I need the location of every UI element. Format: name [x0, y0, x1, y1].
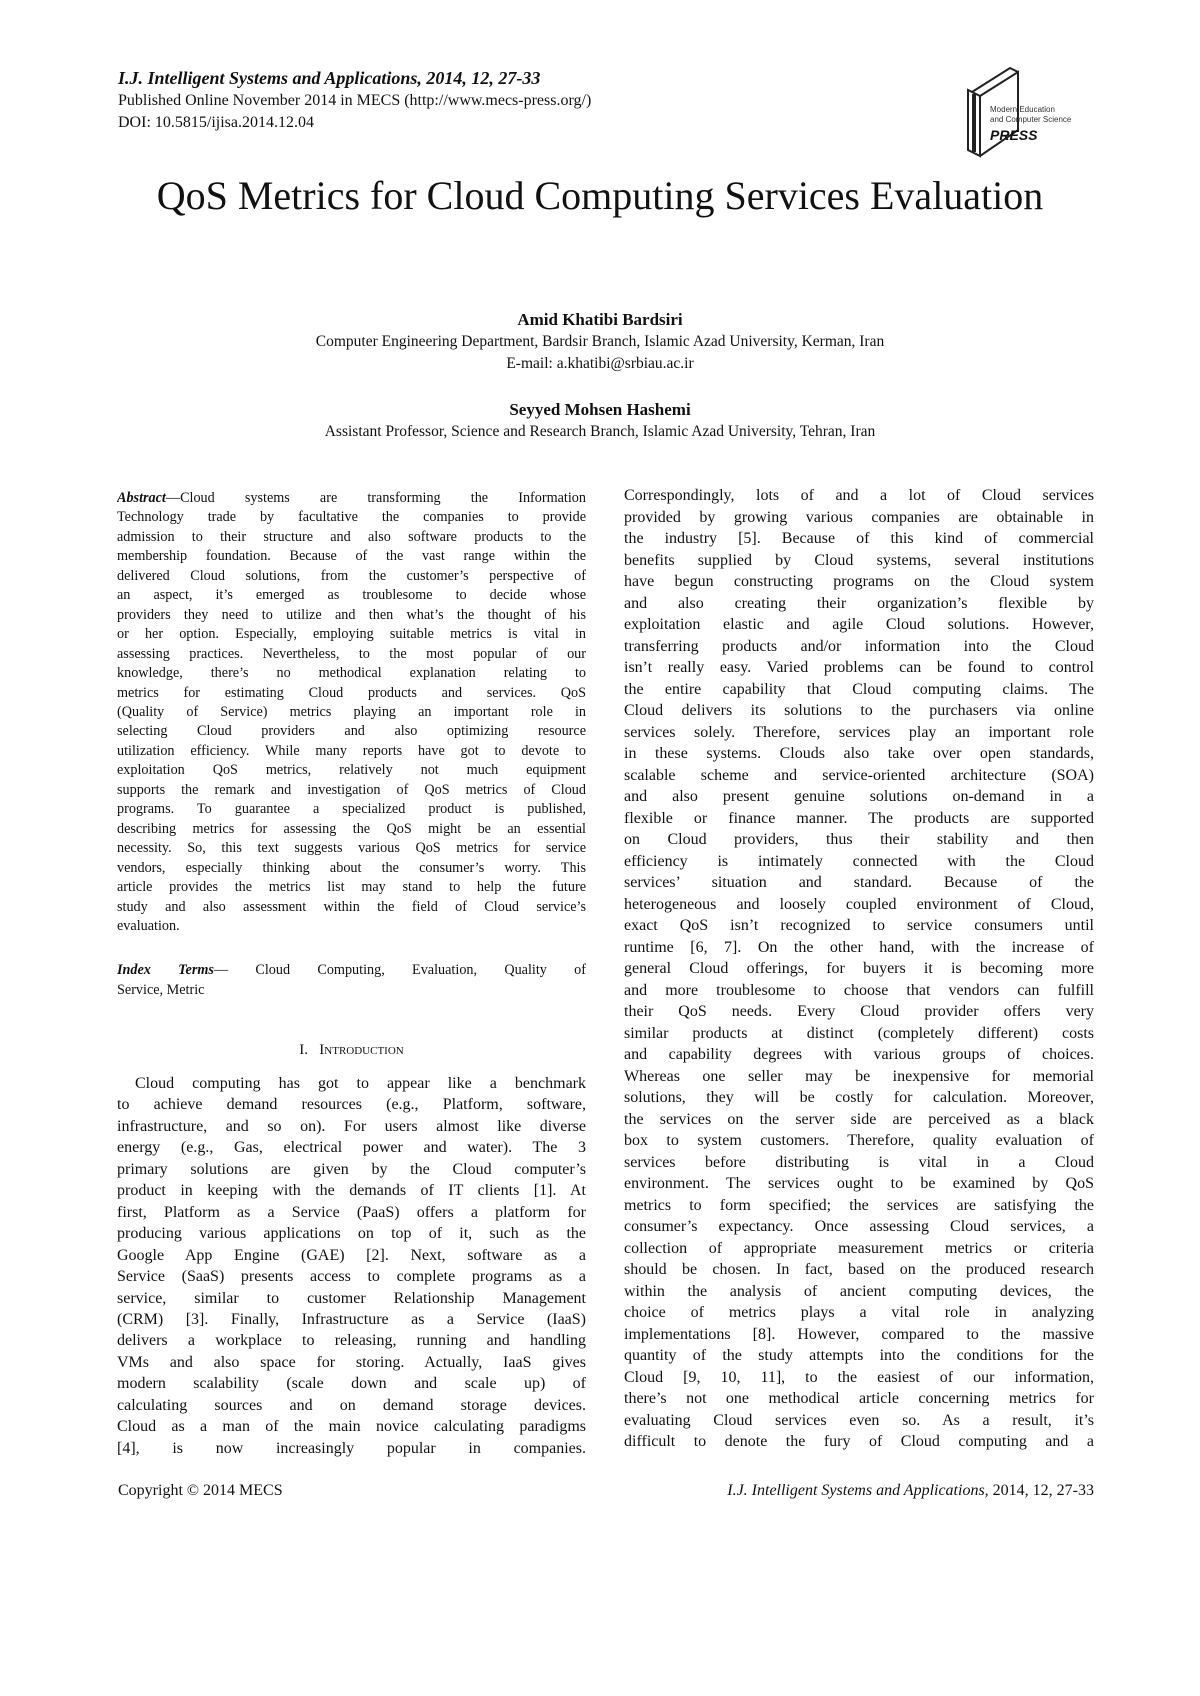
text-line: [117, 625, 586, 644]
text-line: [624, 1001, 1094, 1023]
svg-text:PRESS: PRESS: [990, 127, 1038, 143]
text-line: [624, 1066, 1094, 1088]
text-line: [117, 1180, 586, 1201]
line-text: solutions, they will be costly for calculation. Moreover,: [624, 1089, 1094, 1106]
text-line: [117, 1395, 586, 1416]
text-line: [624, 1281, 1094, 1303]
author-affiliation: Computer Engineering Department, Bardsir Branch, Islamic Azad University, Kerman, Iran: [315, 333, 885, 350]
line-text: Cloud computing has got to appear like a benchmark: [135, 1075, 586, 1092]
line-text: environment. The services ought to be examined by QoS: [624, 1175, 1094, 1192]
text-line: [117, 1352, 586, 1373]
text-line: [117, 839, 586, 858]
doi: DOI: 10.5815/ijisa.2014.12.04: [118, 114, 314, 131]
line-text: transferring products and/or information into the Cloud: [624, 637, 1094, 655]
line-text: Correspondingly, lots of and a lot of Cloud services: [624, 487, 1094, 504]
line-text: Google App Engine (GAE) [2]. Next, software as a: [117, 1246, 586, 1264]
line-text: Cloud as a man of the main novice calculating paradigms: [117, 1418, 586, 1436]
text-line: [117, 722, 586, 741]
line-text: Technology trade by facultative the companies to provide: [117, 509, 586, 526]
line-text: runtime [6, 7]. On the other hand, with the increase of: [624, 938, 1094, 956]
line-text: Whereas one seller may be inexpensive for memorial: [624, 1067, 1094, 1085]
line-text: first, Platform as a Service (PaaS) offers a platform for: [117, 1203, 586, 1221]
line-text: utilization efficiency. While many reports have got to devote to: [117, 742, 586, 759]
text-line: [624, 1195, 1094, 1217]
text-line: [117, 859, 586, 878]
line-text: knowledge, there’s no methodical explanation relating to: [117, 665, 586, 682]
text-line: [624, 894, 1094, 916]
text-line: [624, 722, 1094, 744]
text-line: [117, 1330, 586, 1351]
text-line: [624, 1173, 1094, 1195]
text-line: [624, 980, 1094, 1002]
text-line: [624, 1130, 1094, 1152]
svg-text:Modern Education: Modern Education: [990, 105, 1055, 114]
line-text: modern scalability (scale down and scale up) of: [117, 1375, 586, 1393]
text-line: [624, 571, 1094, 593]
line-text: VMs and also space for storing. Actually, IaaS gives: [117, 1353, 586, 1371]
text-line: [624, 1087, 1094, 1109]
text-line: [117, 981, 586, 1001]
line-text: calculating sources and on demand storage devices.: [117, 1396, 586, 1414]
text-line: [117, 1094, 586, 1115]
line-text: study and also assessment within the field of Cloud service’s: [117, 898, 586, 915]
line-text: assessing practices. Nevertheless, to the most popular of our: [117, 645, 586, 662]
text-line: [117, 1245, 586, 1266]
line-text: consumer’s expectancy. Once assessing Cloud services, a: [624, 1218, 1094, 1235]
line-text: exploitation QoS metrics, relatively not much equipment: [117, 762, 586, 779]
svg-text:and Computer Science: and Computer Science: [990, 115, 1072, 124]
footer-copyright: Copyright © 2014 MECS: [118, 1482, 283, 1499]
line-text: producing various applications on top of it, such as the: [117, 1225, 586, 1243]
text-line: [117, 586, 586, 605]
line-text: admission to their structure and also software products to the: [117, 528, 586, 545]
text-line: [624, 1152, 1094, 1174]
line-text: the services on the server side are perceived as a black: [624, 1110, 1094, 1128]
line-text: service, similar to customer Relationship Management: [117, 1289, 586, 1307]
section-heading: [117, 1042, 586, 1059]
line-text: evaluation.: [117, 917, 180, 934]
line-text: Service, Metric: [117, 981, 205, 998]
label: Abstract: [117, 490, 166, 506]
author-name: Seyyed Mohsen Hashemi: [509, 400, 691, 419]
text-line: [624, 765, 1094, 787]
text-line: [117, 761, 586, 780]
text-line: [624, 657, 1094, 679]
line-text: or her option. Especially, employing suitable metrics is vital in: [117, 626, 586, 643]
line-text: flexible or finance manner. The products are supported: [624, 809, 1094, 827]
line-text: metrics to form specified; the services are satisfying the: [624, 1196, 1094, 1214]
text-line: [624, 872, 1094, 894]
text-line: [624, 958, 1094, 980]
line-text: vendors, especially thinking about the consumer’s worry. This: [117, 859, 586, 876]
journal-citation: I.J. Intelligent Systems and Applications, 2014, 12, 27-33: [118, 68, 541, 88]
text-line: [624, 507, 1094, 529]
line-text: programs. To guarantee a specialized product is published,: [117, 801, 586, 818]
text-line: [624, 1259, 1094, 1281]
text-line: [117, 1073, 586, 1094]
footer-journal: [624, 1482, 1094, 1500]
line-text: primary solutions are given by the Cloud computer’s: [117, 1160, 586, 1178]
text-line: [117, 703, 586, 722]
text-line: [624, 528, 1094, 550]
text-line: [624, 636, 1094, 658]
text-line: [117, 961, 586, 981]
text-line: [117, 1309, 586, 1330]
line-text: benefits supplied by Cloud systems, several institutions: [624, 551, 1094, 569]
text-line: [117, 567, 586, 586]
text-line: [117, 1223, 586, 1244]
line-text: and also creating their organization’s flexible by: [624, 594, 1094, 612]
text-line: [117, 1266, 586, 1287]
author-email: E-mail: a.khatibi@srbiau.ac.ir: [506, 355, 694, 372]
line-text: efficiency is intimately connected with the Cloud: [624, 852, 1094, 870]
text-line: [624, 1302, 1094, 1324]
mecs-press-logo: [948, 60, 1098, 160]
text-line: [624, 1345, 1094, 1367]
text-line: [624, 1023, 1094, 1045]
text-line: [117, 1202, 586, 1223]
text-line: [117, 547, 586, 566]
line-text: membership foundation. Because of the vast range within the: [117, 548, 586, 565]
author-name: Amid Khatibi Bardsiri: [517, 310, 683, 329]
line-text: (Quality of Service) metrics playing an important role in: [117, 703, 586, 720]
text-line: [624, 679, 1094, 701]
text-line: [117, 1137, 586, 1158]
line-text: collection of appropriate measurement metrics or criteria: [624, 1239, 1094, 1257]
text-line: [624, 808, 1094, 830]
line-text: metrics for estimating Cloud products and services. QoS: [117, 684, 586, 701]
text-line: [624, 1388, 1094, 1410]
line-text: product in keeping with the demands of IT clients [1]. At: [117, 1182, 586, 1200]
line-text: an aspect, it’s emerged as troublesome to decide whose: [117, 587, 586, 604]
text-line: [117, 508, 586, 527]
line-text: the entire capability that Cloud computing claims. The: [624, 680, 1094, 698]
line-text: delivers a workplace to releasing, running and handling: [117, 1332, 586, 1350]
line-text: energy (e.g., Gas, electrical power and water). The 3: [117, 1139, 586, 1157]
text-line: [624, 550, 1094, 572]
line-text: difficult to denote the fury of Cloud computing and a: [624, 1433, 1094, 1450]
line-text: and also present genuine solutions on-demand in a: [624, 788, 1094, 805]
text-line: [624, 1324, 1094, 1346]
line-text: infrastructure, and so on). For users almost like diverse: [117, 1117, 586, 1135]
line-text: Cloud delivers its solutions to the purchasers via online: [624, 702, 1094, 719]
label: Index Terms: [117, 962, 214, 978]
text-line: [624, 851, 1094, 873]
text-line: [624, 1044, 1094, 1066]
text-line: [624, 700, 1094, 722]
text-line: [624, 593, 1094, 615]
footer-citation: 2014, 12, 27-33: [988, 1482, 1094, 1499]
line-text: implementations [8]. However, compared to the massive: [624, 1325, 1094, 1343]
right-column-text: [624, 485, 1094, 1453]
publication-info: Published Online November 2014 in MECS (http://www.mecs-press.org/): [118, 92, 592, 109]
line-text: supports the remark and investigation of QoS metrics of Cloud: [117, 781, 586, 798]
abstract: [117, 489, 586, 936]
author-affiliation: Assistant Professor, Science and Research Branch, Islamic Azad University, Tehran, Iran: [324, 423, 876, 440]
line-text: and capability degrees with various groups of choices.: [624, 1046, 1094, 1063]
text-line: [117, 528, 586, 547]
line-text: quantity of the study attempts into the conditions for the: [624, 1347, 1094, 1364]
line-text: isn’t really easy. Varied problems can be found to control: [624, 659, 1094, 676]
line-text: evaluating Cloud services even so. As a result, it’s: [624, 1411, 1094, 1429]
text-line: [117, 1159, 586, 1180]
line-text: delivered Cloud solutions, from the customer’s perspective of: [117, 567, 586, 584]
section-title: Introduction: [319, 1042, 404, 1058]
text-line: [117, 606, 586, 625]
text-line: [624, 743, 1094, 765]
text-line: [624, 1410, 1094, 1432]
paper-title: QoS Metrics for Cloud Computing Services Evaluation: [156, 173, 1044, 218]
text-line: [117, 489, 586, 508]
text-line: [117, 878, 586, 897]
line-text: —Cloud systems are transforming the Information: [165, 490, 586, 506]
line-text: selecting Cloud providers and also optimizing resource: [117, 723, 586, 740]
text-line: [624, 786, 1094, 808]
line-text: — Cloud Computing, Evaluation, Quality of: [213, 962, 586, 978]
text-line: [624, 829, 1094, 851]
text-line: [624, 1431, 1094, 1453]
introduction-text: [117, 1073, 586, 1459]
line-text: provided by growing various companies are obtainable in: [624, 508, 1094, 526]
line-text: exact QoS isn’t recognized to service consumers until: [624, 917, 1094, 934]
line-text: scalable scheme and service-oriented architecture (SOA): [624, 766, 1094, 784]
index-terms: [117, 961, 586, 1000]
line-text: services before distributing is vital in a Cloud: [624, 1153, 1094, 1171]
line-text: Cloud [9, 10, 11], to the easiest of our information,: [624, 1368, 1094, 1386]
text-line: [117, 1288, 586, 1309]
text-line: [117, 781, 586, 800]
line-text: the industry [5]. Because of this kind of commercial: [624, 530, 1094, 547]
text-line: [624, 485, 1094, 507]
line-text: [4], is now increasingly popular in companies.: [117, 1439, 586, 1457]
line-text: Service (SaaS) presents access to complete programs as a: [117, 1268, 586, 1286]
footer-journal-name: I.J. Intelligent Systems and Applications,: [727, 1482, 989, 1499]
line-text: similar products at distinct (completely different) costs: [624, 1024, 1094, 1042]
text-line: [624, 915, 1094, 937]
line-text: exploitation elastic and agile Cloud solutions. However,: [624, 616, 1094, 633]
section-number: I.: [299, 1042, 309, 1058]
line-text: services solely. Therefore, services play an important role: [624, 723, 1094, 741]
line-text: providers they need to utilize and then what’s the thought of his: [117, 606, 586, 623]
line-text: heterogeneous and loosely coupled environment of Cloud,: [624, 895, 1094, 913]
text-line: [117, 742, 586, 761]
text-line: [117, 917, 586, 936]
line-text: (CRM) [3]. Finally, Infrastructure as a Service (IaaS): [117, 1310, 586, 1328]
text-line: [117, 1116, 586, 1137]
text-line: [624, 614, 1094, 636]
text-line: [624, 1367, 1094, 1389]
line-text: there’s not one methodical article concerning metrics for: [624, 1390, 1094, 1407]
text-line: [624, 1238, 1094, 1260]
line-text: in these systems. Clouds also take over open standards,: [624, 745, 1094, 762]
text-line: [117, 898, 586, 917]
text-line: [117, 664, 586, 683]
line-text: within the analysis of ancient computing devices, the: [624, 1282, 1094, 1300]
line-text: should be chosen. In fact, based on the produced research: [624, 1261, 1094, 1278]
text-line: [624, 1216, 1094, 1238]
text-line: [624, 937, 1094, 959]
line-text: necessity. So, this text suggests various QoS metrics for service: [117, 840, 586, 857]
line-text: box to system customers. Therefore, quality evaluation of: [624, 1132, 1094, 1149]
line-text: have begun constructing programs on the Cloud system: [624, 573, 1094, 590]
text-line: [117, 1438, 586, 1459]
line-text: article provides the metrics list may stand to help the future: [117, 879, 586, 896]
text-line: [117, 645, 586, 664]
line-text: services’ situation and standard. Because of the: [624, 874, 1094, 891]
line-text: choice of metrics plays a vital role in analyzing: [624, 1304, 1094, 1321]
text-line: [624, 1109, 1094, 1131]
line-text: on Cloud providers, thus their stability and then: [624, 831, 1094, 848]
line-text: describing metrics for assessing the QoS might be an essential: [117, 820, 586, 837]
text-line: [117, 800, 586, 819]
line-text: their QoS needs. Every Cloud provider offers very: [624, 1003, 1094, 1020]
text-line: [117, 1416, 586, 1437]
text-line: [117, 1373, 586, 1394]
line-text: general Cloud offerings, for buyers it is becoming more: [624, 960, 1094, 977]
line-text: and more troublesome to choose that vendors can fulfill: [624, 981, 1094, 999]
line-text: to achieve demand resources (e.g., Platform, software,: [117, 1096, 586, 1114]
text-line: [117, 684, 586, 703]
text-line: [117, 820, 586, 839]
